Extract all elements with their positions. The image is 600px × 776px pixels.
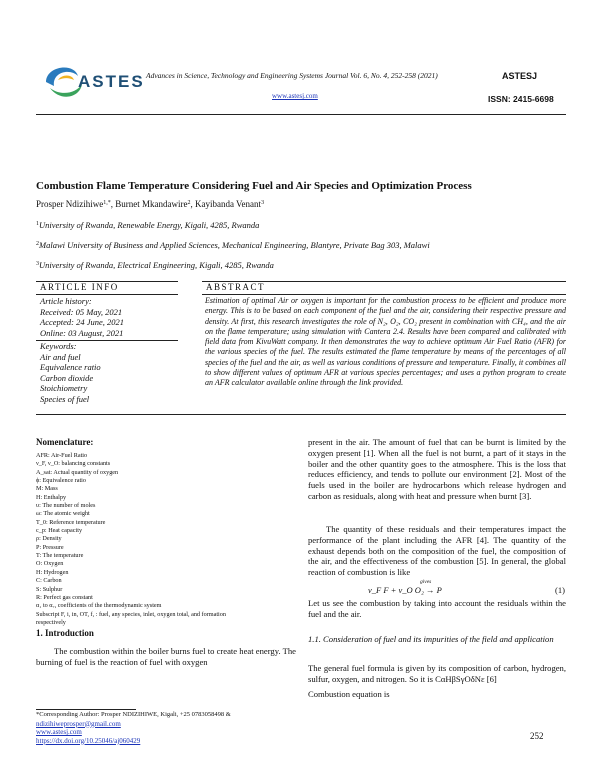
affiliation-3: $^3$University of Rwanda, Electrical Engineering, Kigali, 4285, Rwanda: [36, 260, 274, 270]
subsection-heading: 1.1. Consideration of fuel and its impurities of the field and application: [308, 634, 554, 644]
article-title: Combustion Flame Temperature Considering Fuel and Air Species and Optimization Process: [36, 180, 472, 192]
online-date: Online: 03 August, 2021: [40, 327, 124, 338]
abstract-mid-rule: [202, 294, 566, 295]
nomenclature-item: H: Hydrogen: [36, 568, 69, 576]
nomenclature-item: P: Pressure: [36, 543, 64, 551]
footnote: [36, 711, 301, 745]
introduction-heading: 1. Introduction: [36, 628, 94, 638]
footer-url-link[interactable]: www.astesj.com: [36, 728, 82, 736]
nomenclature-item: ν_F, ν_O: balancing constants: [36, 460, 111, 468]
corresponding-author: *Corresponding Author: Prosper NDIZIHIWE, Kigali, +25 0783058498 &: [36, 711, 231, 718]
article-info-heading: ARTICLE INFO: [40, 282, 119, 292]
journal-citation: Advances in Science, Technology and Engineering Systems Journal Vol. 6, No. 4, 252-258 (2021): [146, 71, 438, 80]
issn: ISSN: 2415-6698: [488, 94, 554, 104]
journal-url-link[interactable]: www.astesj.com: [272, 92, 318, 100]
author-list: Prosper Ndizihiwe$^{1,*}$, Burnet Mkandawire$^2$, Kayibanda Venant$^3$: [36, 199, 265, 209]
nomenclature-item: υ: The number of moles: [36, 502, 96, 510]
nomenclature-item: respectively: [36, 618, 66, 626]
nomenclature-item: M: Mass: [36, 485, 58, 493]
abstract-text: Estimation of optimal Air or oxygen is important for the combustion process to be efficient and produce more energy. This is to be based on each component of the fuel and the air, considering their respective pressure and density. At first, this research investigates the role of N₂, O₂, CO₂ present in combination with CH₄, and the air on the flame temperature; using simulation with Cantera 2.4. Results have been compared and calibrated with field data from KivuWatt company. It then demonstrates the way to achieve optimum Air Fuel Ratio (AFR) for the various species of the fuel. The results estimated the flame temperature by means of the percentages of all species of the fuel and the air, as well as various conditions of pressure and temperature. Finally, it combines all to show different values of optimum AFR at various species percentages; and uses a python program to create an AFR calculator available online through the link provided.: [205, 296, 566, 388]
nomenclature-item: C: Carbon: [36, 577, 62, 585]
right-paragraph-3: Let us see the combustion by taking into account the residuals within the fuel and the air.: [308, 598, 566, 619]
keyword: Carbon dioxide: [40, 372, 94, 383]
nomenclature-item: O: Oxygen: [36, 560, 64, 568]
page-number: 252: [530, 731, 544, 741]
author-name: Burnet Mkandawire: [115, 199, 188, 209]
nomenclature-item: T: The temperature: [36, 552, 84, 560]
nomenclature-item: A_sat: Actual quantity of oxygen: [36, 468, 119, 476]
nomenclature-item: R: Perfect gas constant: [36, 593, 93, 601]
article-info-mid-rule: [36, 294, 178, 295]
right-paragraph-4: The general fuel formula is given by its composition of carbon, hydrogen, sulfur, oxygen, and nitrogen. So it is CαHβSγOδNε [6]: [308, 663, 566, 684]
nomenclature-item: ω: The atomic weight: [36, 510, 90, 518]
accepted-date: Accepted: 24 June, 2021: [40, 317, 125, 327]
nomenclature-item: c_p: Heat capacity: [36, 527, 83, 535]
author-sup: 3: [261, 200, 265, 206]
nomenclature-item: ϕ: Equivalence ratio: [36, 477, 86, 485]
header-rule: [36, 114, 566, 115]
keyword: Equivalence ratio: [40, 362, 101, 372]
equation-arrow-label: gives: [420, 579, 432, 585]
keyword: Stoichiometry: [40, 383, 88, 393]
combustion-equation: ν_F F + ν_O O₂ → P: [368, 585, 442, 595]
right-paragraph-5: Combustion equation is: [308, 689, 390, 699]
nomenclature-item: H: Enthalpy: [36, 493, 67, 501]
introduction-paragraph: The combustion within the boiler burns fuel to create heat energy. The burning of fuel is the reaction of fuel with oxygen: [36, 646, 296, 667]
keywords-label: Keywords:: [40, 341, 77, 351]
equation-number: (1): [555, 585, 565, 595]
article-history: [36, 296, 176, 338]
author-sup: 1,*: [103, 200, 111, 206]
nomenclature-item: S: Sulphur: [36, 585, 63, 593]
nomenclature-item: AFR: Air-Fuel Ratio: [36, 452, 88, 459]
author-sup: 2: [187, 200, 191, 206]
footnote-rule: [36, 709, 136, 710]
abstract-bottom-rule: [36, 414, 566, 415]
author-name: Prosper Ndizihiwe: [36, 199, 104, 209]
nomenclature-list: [36, 452, 296, 627]
logo-text: ASTES: [78, 72, 145, 91]
history-label: Article history:: [40, 296, 92, 306]
affiliation-1: $^1$University of Rwanda, Renewable Energy, Kigali, 4285, Rwanda: [36, 220, 260, 230]
nomenclature-item: T_0: Reference temperature: [36, 518, 106, 526]
nomenclature-item: Subscript F, i, in, OT, f, : fuel, any species, inlet, oxygen total, and formation: [36, 610, 226, 618]
keyword: Species of fuel: [40, 393, 90, 404]
abstract-heading: ABSTRACT: [206, 282, 266, 292]
doi-link[interactable]: https://dx.doi.org/10.25046/aj060429: [36, 736, 141, 745]
nomenclature-item: α₁ to α₇, coefficients of the thermodynamic system: [36, 602, 162, 610]
journal-abbrev: ASTESJ: [502, 71, 538, 81]
nomenclature-item: ρ: Density: [36, 535, 62, 543]
received-date: Received: 05 May, 2021: [40, 306, 123, 317]
email-link[interactable]: ndizihiweprosper@gmail.com: [36, 719, 121, 728]
keyword: Air and fuel: [40, 351, 81, 362]
nomenclature-heading: Nomenclature:: [36, 437, 94, 447]
keywords-box: [36, 341, 176, 404]
author-name: Kayibanda Venant: [194, 199, 262, 209]
right-paragraph-1: present in the air. The amount of fuel that can be burnt is limited by the oxygen present [1]. When all the fuel is not burnt, a part of it stays in the boiler and the other quantity goes to the atmosphere. This is the loss that reduces efficiency, and tends to pollute our environment [2]. Most of the fuels used in the boiler are hydrocarbons which release hydrogen and carbon as residuals, along with heat and pressure when burnt [3].: [308, 437, 566, 501]
right-paragraph-2: The quantity of these residuals and their temperatures impact the performance of the plant including the AFR [4]. The quantity of the exhaust depends both on the composition of the fuel, the composition of the air, and the effectiveness of the combustion [5]. In general, the global reaction of combustion is like: [308, 524, 566, 578]
affiliation-2: $^2$Malawi University of Business and Applied Sciences, Mechanical Engineering, Blantyre, Private Bag 303, Malawi: [36, 240, 430, 250]
